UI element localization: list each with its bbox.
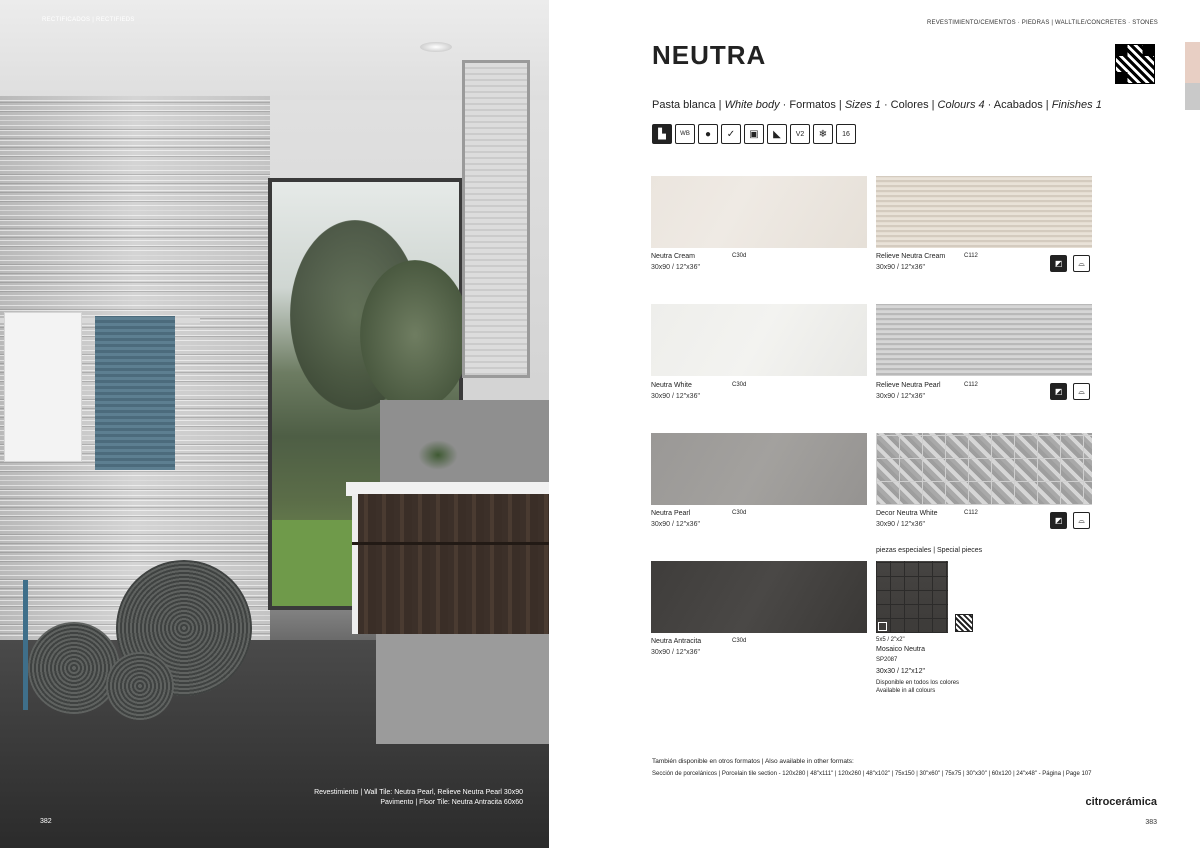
other-formats-line: Sección de porcelánicos | Porcelain tile section - 120x280 | 48"x111" | 120x260 | 48"x102" | 75x150 | 30"x60" | 75x75 | 30"x30" | 60x120 | 24"x48" - Página | Page 107 (652, 771, 1092, 777)
plant (418, 440, 458, 470)
section-header: RECTIFICADOS | RECTIFIEDS (42, 17, 135, 23)
mosaic-unit-marker (878, 622, 887, 631)
tile-size: 30x90 / 12"x36" (651, 521, 700, 528)
section-header-right: REVESTIMIENTO/CEMENTOS · PIEDRAS | WALLTILE/CONCRETES · STONES (927, 20, 1158, 26)
mosaic-code: SP2087 (876, 657, 898, 663)
collection-specs: Pasta blanca | White body · Formatos | Sizes 1 · Colores | Colours 4 · Acabados | Finishes 1 (652, 99, 1102, 111)
tile-code: C30d (732, 382, 747, 388)
vanity-backsplash (380, 400, 549, 490)
color-edge-tab (1185, 42, 1200, 110)
tile-size: 30x90 / 12"x36" (876, 264, 925, 271)
tile-decor-neutra-white[interactable] (876, 433, 1092, 505)
mosaic-name: Mosaico Neutra (876, 646, 926, 653)
tile-size: 30x90 / 12"x36" (876, 393, 925, 400)
brand-logo: citrocerámica (1085, 796, 1157, 808)
matt-icon: ● (698, 124, 718, 144)
caption-wall: Revestimiento | Wall Tile: Neutra Pearl, Relieve Neutra Pearl 30x90 (314, 789, 523, 796)
bathroom-photo (0, 0, 549, 848)
edge-icon: ◣ (767, 124, 787, 144)
profile-icon: ⌓ (1073, 255, 1090, 272)
drawer-line (352, 542, 549, 545)
vanity-pedestal (376, 634, 549, 744)
tile-name: Relieve Neutra Cream (876, 253, 946, 260)
mirror (462, 60, 530, 378)
tile-size: 30x90 / 12"x36" (651, 264, 700, 271)
profile-icon: ⌓ (1073, 383, 1090, 400)
frost-icon: ❄ (813, 124, 833, 144)
tile-size: 30x90 / 12"x36" (651, 649, 700, 656)
tile-name: Neutra White (651, 382, 692, 389)
tile-name: Neutra Pearl (651, 510, 691, 517)
wicker-ball (106, 652, 174, 720)
tile-neutra-cream[interactable] (651, 176, 867, 248)
tree (360, 260, 470, 410)
stool (0, 580, 28, 710)
tile-code: C112 (964, 253, 978, 259)
blue-towel (95, 316, 175, 470)
profile-icon: ⌓ (1073, 512, 1090, 529)
mosaic-note-en: Available in all colours (876, 688, 936, 694)
mosaic-note-es: Disponible en todos los colores (876, 680, 960, 686)
single-fire-icon: ▣ (744, 124, 764, 144)
tile-name: Relieve Neutra Pearl (876, 382, 941, 389)
photo-caption (314, 788, 523, 808)
tile-neutra-white[interactable] (651, 304, 867, 376)
tile-relieve-neutra-cream[interactable] (876, 176, 1092, 248)
vanity-cabinet (352, 494, 549, 634)
tile-code: C30d (732, 253, 747, 259)
page-number-right: 383 (1145, 819, 1157, 826)
tile-name: Neutra Antracita (651, 638, 702, 645)
tile-relieve-neutra-pearl[interactable] (876, 304, 1092, 376)
tile-size: 30x90 / 12"x36" (876, 521, 925, 528)
tile-neutra-pearl[interactable] (651, 433, 867, 505)
tile-code: C112 (964, 510, 978, 516)
tile-name: Neutra Cream (651, 253, 695, 260)
tile-neutra-antracita[interactable] (651, 561, 867, 633)
caption-floor: Pavimento | Floor Tile: Neutra Antracita 60x60 (380, 799, 523, 806)
rectified-icon: ✓ (721, 124, 741, 144)
tile-name: Decor Neutra White (876, 510, 938, 517)
mosaic-format: 30x30 / 12"x12" (876, 668, 925, 675)
wall-tile-icon: ▙ (652, 124, 672, 144)
other-formats-title: También disponible en otros formatos | Also available in other formats: (652, 758, 854, 765)
pieces-icon: 16 (836, 124, 856, 144)
ceiling-light (420, 42, 452, 52)
special-pieces-label: piezas especiales | Special pieces (876, 547, 983, 554)
white-towel (4, 312, 82, 462)
tile-size: 30x90 / 12"x36" (651, 393, 700, 400)
wicker-ball (28, 622, 120, 714)
collection-title: NEUTRA (652, 40, 767, 70)
relief-icon: ◩ (1050, 255, 1067, 272)
page-number-left: 382 (40, 818, 52, 825)
tile-code: C30d (732, 638, 747, 644)
tile-code: C30d (732, 510, 747, 516)
white-body-icon: WB (675, 124, 695, 144)
qr-code[interactable] (1115, 44, 1155, 84)
tile-code: C112 (964, 382, 978, 388)
mosaic-piece-size: 5x5 / 2"x2" (876, 637, 905, 643)
feature-icons (652, 124, 856, 144)
shade-variation-icon: V2 (790, 124, 810, 144)
relief-icon: ◩ (1050, 512, 1067, 529)
mosaic-icon (955, 614, 973, 632)
relief-icon: ◩ (1050, 383, 1067, 400)
